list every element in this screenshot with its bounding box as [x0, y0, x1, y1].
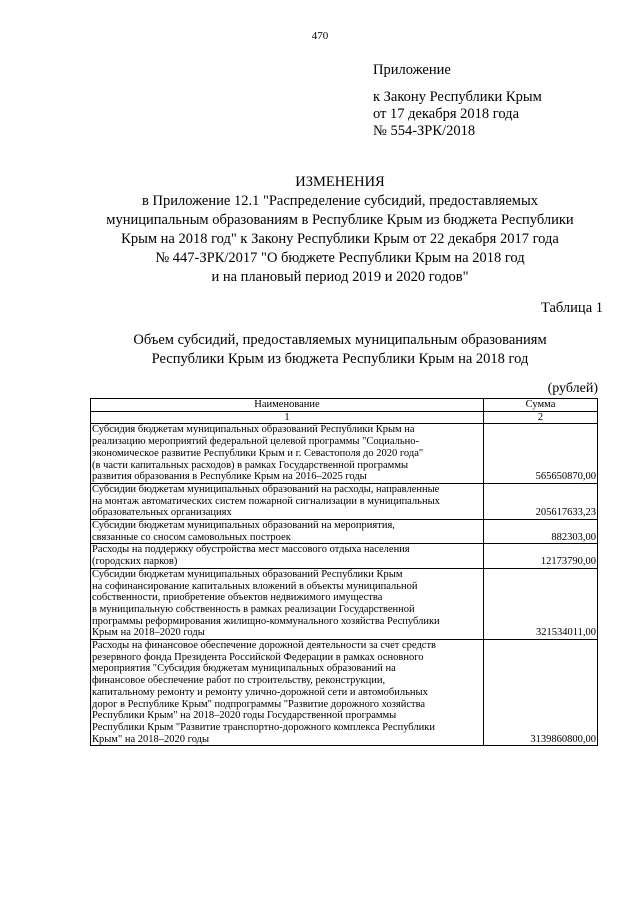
row-name-line: финансовое обеспечение работ по строительству, реконструкции, — [92, 675, 386, 687]
appendix-law-line: к Закону Республики Крым — [373, 89, 542, 105]
row-name-line: экономическое развитие Республики Крым и г. Севастополя до 2020 года" — [92, 447, 424, 459]
row-name — [91, 544, 484, 568]
row-amount: 882303,00 — [484, 520, 598, 544]
row-name — [91, 520, 484, 544]
row-name-line: (в части капитальных расходов) в рамках Государственной программы — [92, 459, 409, 471]
column-number: 1 — [91, 411, 484, 424]
table-row — [91, 544, 598, 568]
row-name-line: Субсидия бюджетам муниципальных образований Республики Крым на — [92, 424, 415, 436]
row-name-line: образовательных организациях — [92, 507, 232, 519]
row-name-line: на монтаж автоматических систем пожарной сигнализации в муниципальных — [92, 495, 440, 507]
table-row — [91, 483, 598, 519]
row-name-line: капитальному ремонту и ремонту улично-дорожной сети и автомобильных — [92, 686, 428, 698]
row-amount: 205617633,23 — [484, 483, 598, 519]
units-label: (рублей) — [547, 381, 598, 396]
table-row — [91, 520, 598, 544]
row-name-line: Расходы на финансовое обеспечение дорожной деятельности за счет средств — [92, 640, 436, 652]
row-amount: 321534011,00 — [484, 568, 598, 639]
row-name-line: (городских парков) — [92, 556, 178, 568]
appendix-block — [373, 62, 542, 140]
column-number-row — [91, 411, 598, 424]
row-name — [91, 568, 484, 639]
appendix-date-line: от 17 декабря 2018 года — [373, 106, 519, 122]
table-body — [91, 424, 598, 746]
row-name — [91, 483, 484, 519]
subsidies-table — [90, 398, 598, 746]
row-name-line: Расходы на поддержку обустройства мест массового отдыха населения — [92, 544, 410, 556]
row-name-line: связанные со сносом самовольных построек — [92, 531, 291, 543]
row-name-line: дорог в Республике Крым" подпрограммы "Развитие дорожного хозяйства — [92, 698, 426, 710]
row-name-line: Субсидии бюджетам муниципальных образований на мероприятия, — [92, 520, 395, 532]
row-amount: 3139860800,00 — [484, 640, 598, 746]
row-name-line: развития образования в Республике Крым на 2016–2025 годы — [92, 471, 367, 483]
row-name-line: Крым на 2018–2020 годы — [92, 627, 205, 639]
page-number: 470 — [311, 30, 329, 42]
table-header-row — [91, 399, 598, 412]
title-line: № 447-ЗРК/2017 "О бюджете Республики Крым на 2018 год — [155, 250, 525, 266]
appendix-number-line: № 554-ЗРК/2018 — [373, 123, 476, 139]
row-name-line: программы реформирования жилищно-коммунального хозяйства Республики — [92, 615, 440, 627]
row-amount: 565650870,00 — [484, 424, 598, 484]
table-row — [91, 424, 598, 484]
title-heading: ИЗМЕНЕНИЯ — [295, 174, 385, 190]
row-name-line: Субсидии бюджетам муниципальных образований Республики Крым — [92, 568, 403, 580]
row-name-line: Крым" на 2018–2020 годы — [92, 733, 210, 745]
row-name-line: на софинансирование капитальных вложений в объекты муниципальной — [92, 580, 418, 592]
document-title — [70, 173, 610, 287]
row-name-line: в муниципальную собственность в рамках реализации Государственной — [92, 603, 415, 615]
row-name-line: собственности, приобретение объектов недвижимого имущества — [92, 592, 383, 604]
row-name-line: мероприятия "Субсидия бюджетам муниципальных образований на — [92, 663, 396, 675]
row-name-line: реализацию мероприятий федеральной целевой программы "Социально- — [92, 436, 420, 448]
header-amount: Сумма — [484, 399, 598, 412]
table-row — [91, 640, 598, 746]
appendix-label: Приложение — [373, 62, 451, 78]
title-line: муниципальным образованиям в Республике Крым из бюджета Республики — [106, 212, 574, 228]
row-name — [91, 640, 484, 746]
title-line: Крым на 2018 год" к Закону Республики Крым от 22 декабря 2017 года — [121, 231, 559, 247]
subtitle-line: Объем субсидий, предоставляемых муниципальным образованиям — [133, 332, 547, 348]
row-name-line: Субсидии бюджетам муниципальных образований на расходы, направленные — [92, 483, 440, 495]
table-subtitle — [70, 331, 610, 369]
row-name-line: Республики Крым" на 2018–2020 годы Государственной программы — [92, 710, 397, 722]
column-number: 2 — [484, 411, 598, 424]
row-name-line: резервного фонда Президента Российской Федерации в рамках основного — [92, 651, 424, 663]
row-name-line: Республики Крым "Развитие транспортно-дорожного комплекса Республики — [92, 721, 435, 733]
title-line: и на плановый период 2019 и 2020 годов" — [211, 269, 469, 285]
table-row — [91, 568, 598, 639]
table-label: Таблица 1 — [540, 300, 603, 316]
header-name: Наименование — [91, 399, 484, 412]
title-line: в Приложение 12.1 "Распределение субсидий, предоставляемых — [142, 193, 538, 209]
subtitle-line: Республики Крым из бюджета Республики Крым на 2018 год — [151, 351, 529, 367]
row-name — [91, 424, 484, 484]
row-amount: 12173790,00 — [484, 544, 598, 568]
